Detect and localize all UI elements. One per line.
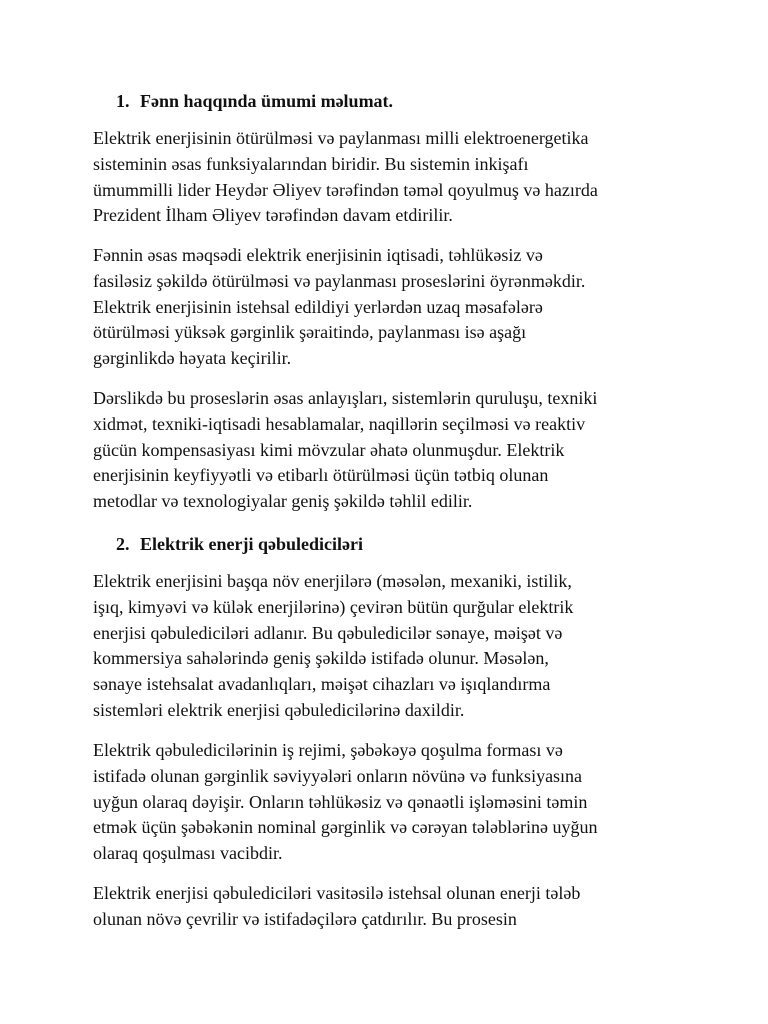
text-line: olaraq qoşulması vacibdir. <box>93 843 283 864</box>
text-line: Elektrik qəbuledicilərinin iş rejimi, şəbəkəyə qoşulma forması və <box>93 740 563 760</box>
text-line: Elektrik enerjisini başqa növ enerjilərə (məsələn, mexaniki, istilik, <box>93 571 572 591</box>
text-line: Elektrik enerjisinin ötürülməsi və paylanması milli elektroenergetika <box>93 128 589 148</box>
text-line: olunan növə çevrilir və istifadəçilərə çatdırılır. Bu prosesin <box>93 908 517 929</box>
text-line: gücün kompensasiyası kimi mövzular əhatə olunmuşdur. Elektrik <box>93 439 565 460</box>
text-line: xidmət, texniki-iqtisadi hesablamalar, naqillərin seçilməsi və reaktiv <box>93 413 586 434</box>
section-2-heading <box>116 531 363 557</box>
section-2-paragraph-2 <box>93 738 683 867</box>
section-1-paragraph-3 <box>93 386 683 515</box>
text-line: fasiləsiz şəkildə ötürülməsi və paylanması proseslərini öyrənməkdir. <box>93 270 586 291</box>
section-2-paragraph-3 <box>93 881 683 933</box>
section-2-paragraph-1 <box>93 569 683 724</box>
text-line: enerjisinin keyfiyyətli və etibarlı ötürülməsi üçün tətbiq olunan <box>93 465 549 486</box>
section-2-title: Elektrik enerji qəbulediciləri <box>140 534 363 554</box>
text-line: sənaye istehsalat avadanlıqları, məişət cihazları və işıqlandırma <box>93 674 551 695</box>
text-line: kommersiya sahələrində geniş şəkildə istifadə olunur. Məsələn, <box>93 648 549 669</box>
text-line: Elektrik enerjisinin istehsal edildiyi yerlərdən uzaq məsafələrə <box>93 296 543 317</box>
text-line: etmək üçün şəbəkənin nominal gərginlik və cərəyan tələblərinə uyğun <box>93 817 598 838</box>
text-line: Prezident İlham Əliyev tərəfindən davam etdirilir. <box>93 205 453 226</box>
section-1-title: Fənn haqqında ümumi məlumat. <box>140 91 394 111</box>
text-line: işıq, kimyəvi və külək enerjilərinə) çevirən bütün qurğular elektrik <box>93 596 574 617</box>
text-line: uyğun olaraq dəyişir. Onların təhlükəsiz və qənaətli işləməsini təmin <box>93 791 588 812</box>
section-1-heading <box>116 88 393 114</box>
section-1-paragraph-1 <box>93 126 683 229</box>
text-line: ötürülməsi yüksək gərginlik şəraitində, paylanması isə aşağı <box>93 322 527 343</box>
text-line: metodlar və texnologiyalar geniş şəkildə təhlil edilir. <box>93 491 473 512</box>
text-line: enerjisi qəbulediciləri adlanır. Bu qəbuledicilər sənaye, məişət və <box>93 622 563 643</box>
text-line: ümummilli lider Heydər Əliyev tərəfindən təməl qoyulmuş və hazırda <box>93 179 598 200</box>
text-line: gərginlikdə həyata keçirilir. <box>93 348 292 369</box>
text-line: sistemləri elektrik enerjisi qəbuledicilərinə daxildir. <box>93 699 465 720</box>
section-2-number: 2. <box>116 534 130 554</box>
section-1-number: 1. <box>116 91 130 111</box>
text-line: Fənnin əsas məqsədi elektrik enerjisinin iqtisadi, təhlükəsiz və <box>93 245 543 265</box>
text-line: Elektrik enerjisi qəbulediciləri vasitəsilə istehsal olunan enerji tələb <box>93 883 581 903</box>
text-line: Dərslikdə bu proseslərin əsas anlayışları, sistemlərin quruluşu, texniki <box>93 388 598 408</box>
section-1-paragraph-2 <box>93 243 683 372</box>
text-line: istifadə olunan gərginlik səviyyələri onların növünə və funksiyasına <box>93 765 583 786</box>
text-line: sisteminin əsas funksiyalarından biridir. Bu sistemin inkişafı <box>93 153 529 174</box>
